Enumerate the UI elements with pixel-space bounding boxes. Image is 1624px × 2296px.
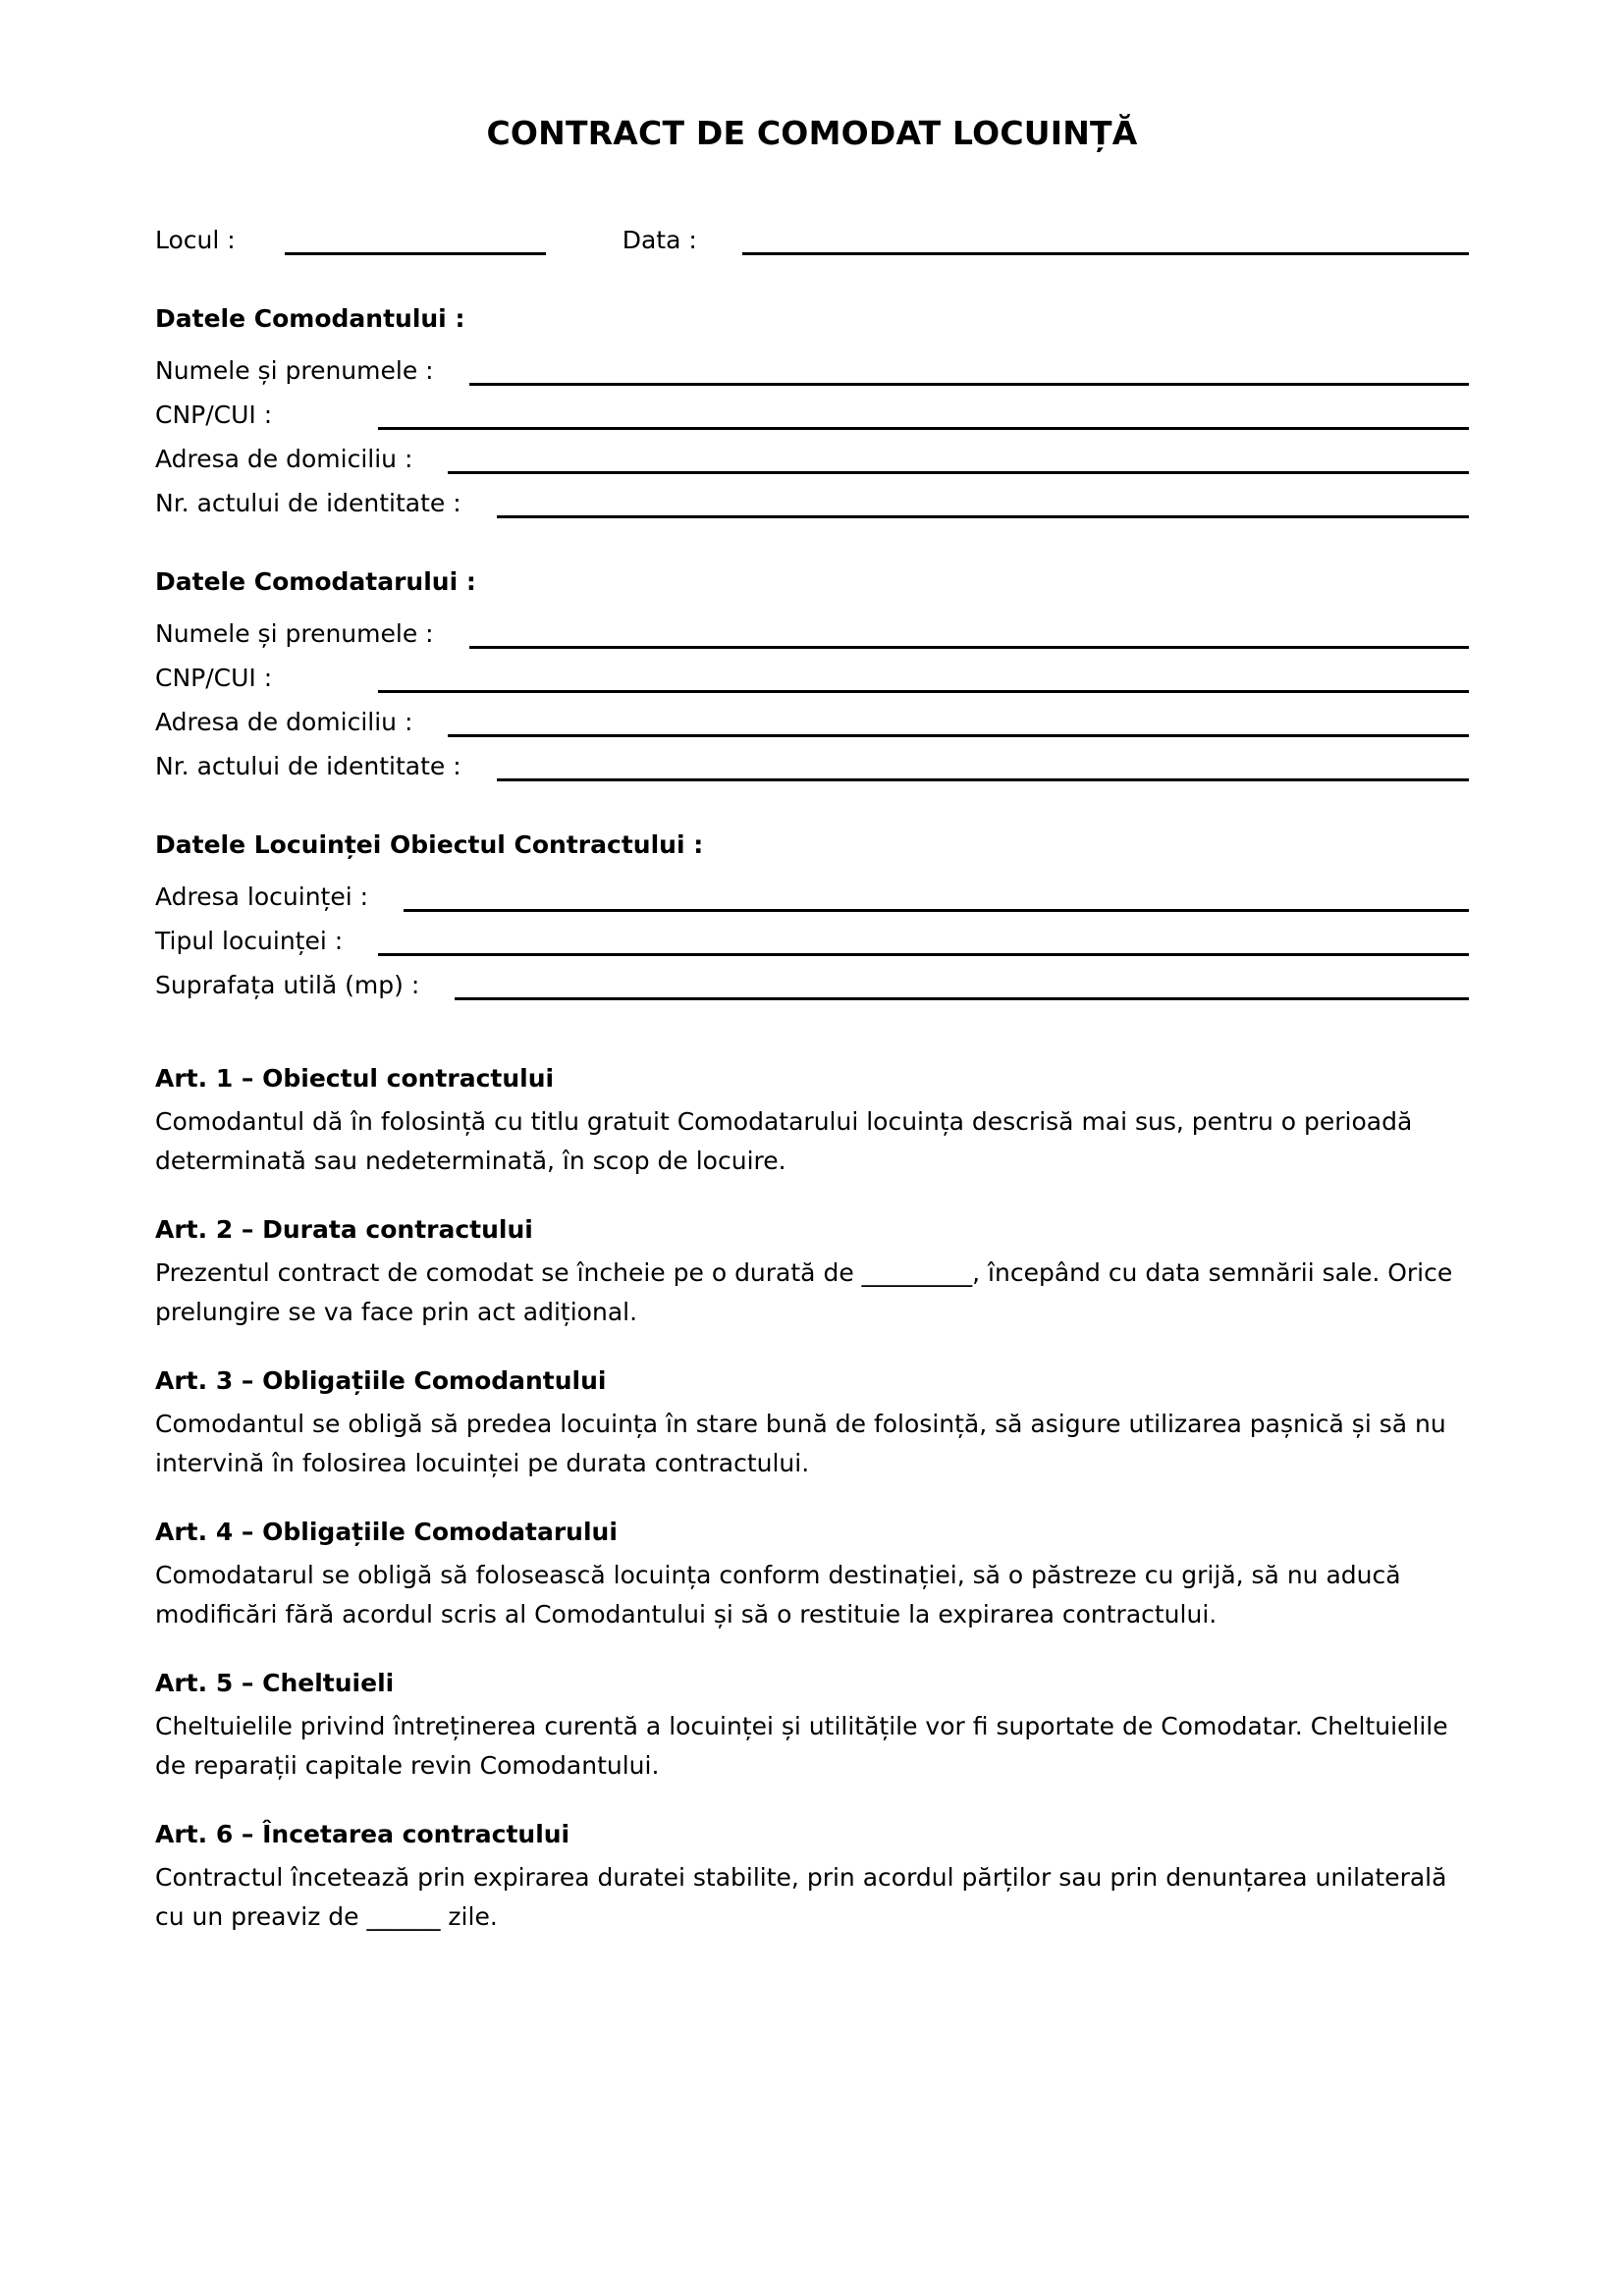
field-input-rule[interactable] xyxy=(469,646,1469,649)
article-body xyxy=(155,1254,1469,1332)
field-row-usable-area xyxy=(155,960,1469,1004)
date-input-rule[interactable] xyxy=(742,252,1469,255)
article-text: Comodatarul se obligă să folosească locuința conform destinației, să o păstreze cu grijă, să nu aducă modificări fără acordul scris al Comodantului și să o restituie la expirarea contractului. xyxy=(155,1560,1401,1629)
article-body xyxy=(155,1707,1469,1786)
section-comodant xyxy=(155,304,1469,522)
article-text: zile. xyxy=(440,1901,498,1931)
field-input-rule[interactable] xyxy=(448,471,1469,474)
article-title: Art. 5 – Cheltuieli xyxy=(155,1668,395,1697)
place-date-row xyxy=(155,214,1469,259)
field-label: Numele și prenumele : xyxy=(155,355,434,385)
field-input-rule[interactable] xyxy=(404,909,1469,912)
article-text: Comodantul se obligă să predea locuința în stare bună de folosință, să asigure utilizarea pașnică și să nu intervină în folosirea locuinței pe durata contractului. xyxy=(155,1409,1446,1477)
field-row-name xyxy=(155,346,1469,390)
article-text: Contractul încetează prin expirarea duratei stabilite, prin acordul părților sau prin denunțarea unilaterală cu un preaviz de xyxy=(155,1862,1447,1931)
article-body xyxy=(155,1556,1469,1634)
article-3 xyxy=(155,1365,1469,1483)
field-row-cnp xyxy=(155,390,1469,434)
field-input-rule[interactable] xyxy=(378,690,1469,693)
article-body xyxy=(155,1858,1469,1937)
article-body xyxy=(155,1405,1469,1483)
field-label: Nr. actului de identitate : xyxy=(155,488,461,517)
section-comodatar xyxy=(155,567,1469,785)
duration-blank[interactable]: _________ xyxy=(861,1257,973,1287)
field-list xyxy=(155,346,1469,522)
field-label: CNP/CUI : xyxy=(155,663,273,692)
field-row-housing-type xyxy=(155,916,1469,960)
field-row-id-number xyxy=(155,741,1469,785)
field-input-rule[interactable] xyxy=(497,778,1469,781)
field-input-rule[interactable] xyxy=(455,997,1469,1000)
article-text: Cheltuielile privind întreținerea curentă a locuinței și utilitățile vor fi suportate de Comodatar. Cheltuielile de reparații capitale revin Comodantului. xyxy=(155,1711,1448,1780)
article-text: , începând cu data semnării sale. Orice prelungire se va face prin act adițional. xyxy=(155,1257,1453,1326)
articles-list xyxy=(155,1063,1469,1937)
article-title: Art. 6 – Încetarea contractului xyxy=(155,1819,570,1848)
article-text: Prezentul contract de comodat se încheie pe o durată de xyxy=(155,1257,862,1287)
notice-period-blank[interactable]: ______ xyxy=(366,1901,441,1931)
article-body xyxy=(155,1102,1469,1181)
article-2 xyxy=(155,1214,1469,1332)
field-input-rule[interactable] xyxy=(497,515,1469,518)
field-row-cnp xyxy=(155,653,1469,697)
field-label: Suprafața utilă (mp) : xyxy=(155,970,420,999)
field-row-address xyxy=(155,434,1469,478)
field-list xyxy=(155,609,1469,785)
article-title: Art. 2 – Durata contractului xyxy=(155,1214,533,1244)
field-row-name xyxy=(155,609,1469,653)
section-heading: Datele Comodatarului : xyxy=(155,566,476,596)
article-6 xyxy=(155,1819,1469,1937)
field-label: Adresa locuinței : xyxy=(155,881,369,911)
field-label: Nr. actului de identitate : xyxy=(155,751,461,780)
article-title: Art. 1 – Obiectul contractului xyxy=(155,1063,555,1093)
field-row-id-number xyxy=(155,478,1469,522)
field-list xyxy=(155,872,1469,1004)
article-1 xyxy=(155,1063,1469,1181)
place-label: Locul : xyxy=(155,225,236,254)
field-input-rule[interactable] xyxy=(448,734,1469,737)
field-label: Numele și prenumele : xyxy=(155,618,434,648)
field-row-address xyxy=(155,697,1469,741)
article-title: Art. 4 – Obligațiile Comodatarului xyxy=(155,1517,618,1546)
section-locuinta xyxy=(155,830,1469,1004)
field-label: CNP/CUI : xyxy=(155,400,273,429)
article-4 xyxy=(155,1517,1469,1634)
section-heading: Datele Locuinței Obiectul Contractului : xyxy=(155,829,704,859)
field-label: Adresa de domiciliu : xyxy=(155,707,413,736)
field-row-housing-address xyxy=(155,872,1469,916)
article-5 xyxy=(155,1668,1469,1786)
section-heading: Datele Comodantului : xyxy=(155,303,465,333)
date-label: Data : xyxy=(622,225,697,254)
field-label: Adresa de domiciliu : xyxy=(155,444,413,473)
field-input-rule[interactable] xyxy=(378,953,1469,956)
page-title: CONTRACT DE COMODAT LOCUINȚĂ xyxy=(486,114,1138,152)
article-text: Comodantul dă în folosință cu titlu gratuit Comodatarului locuința descrisă mai sus, pentru o perioadă determinată sau nedeterminată, în scop de locuire. xyxy=(155,1106,1413,1175)
article-title: Art. 3 – Obligațiile Comodantului xyxy=(155,1365,607,1395)
field-input-rule[interactable] xyxy=(378,427,1469,430)
place-input-rule[interactable] xyxy=(285,252,546,255)
field-label: Tipul locuinței : xyxy=(155,926,344,955)
field-input-rule[interactable] xyxy=(469,383,1469,386)
